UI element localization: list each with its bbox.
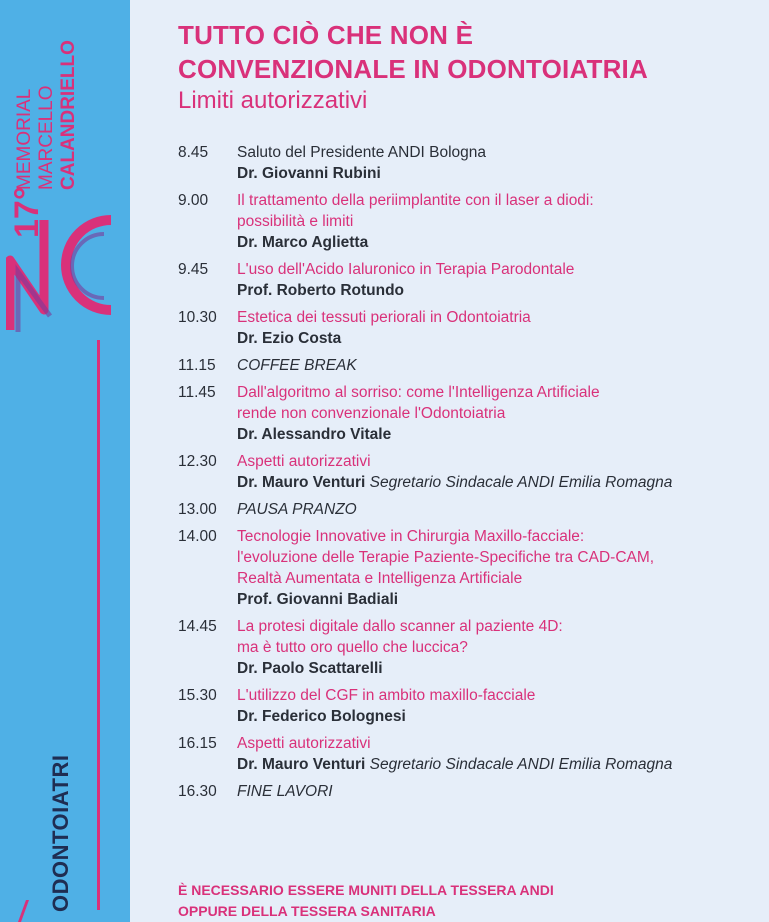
speaker-line <box>237 706 758 727</box>
schedule-body <box>237 781 758 802</box>
session-title-line: Il trattamento della periimplantite con il laser a diodi: <box>237 192 594 209</box>
speaker-name: Dr. Giovanni Rubini <box>237 165 381 182</box>
schedule-body <box>237 307 758 349</box>
session-title-line: PAUSA PRANZO <box>237 501 357 518</box>
schedule-time: 11.15 <box>178 357 216 374</box>
speaker-name: Prof. Giovanni Badiali <box>237 591 399 608</box>
speaker-line <box>237 754 758 775</box>
speaker-line <box>237 472 758 493</box>
schedule-item <box>178 451 758 493</box>
schedule-item <box>178 733 758 775</box>
speaker-name: Dr. Marco Aglietta <box>237 234 369 251</box>
speaker-line <box>237 280 758 301</box>
speaker-name: Dr. Ezio Costa <box>237 330 342 347</box>
schedule-item <box>178 616 758 679</box>
logo-marcello: MARCELLO <box>36 85 57 190</box>
schedule-item <box>178 685 758 727</box>
notice-line-1: È NECESSARIO ESSERE MUNITI DELLA TESSERA ANDI <box>178 882 554 898</box>
session-title-line: L'utilizzo del CGF in ambito maxillo-facciale <box>237 687 536 704</box>
speaker-line <box>237 328 758 349</box>
schedule-time: 13.00 <box>178 501 217 518</box>
session-title-line: Saluto del Presidente ANDI Bologna <box>237 144 487 161</box>
schedule-item <box>178 382 758 445</box>
schedule-item <box>178 190 758 253</box>
speaker-name: Dr. Federico Bolognesi <box>237 708 406 725</box>
session-title-line: Aspetti autorizzativi <box>237 453 371 470</box>
schedule-body <box>237 190 758 253</box>
speaker-name: Dr. Paolo Scattarelli <box>237 660 383 677</box>
schedule-item <box>178 259 758 301</box>
session-title-line: possibilità e limiti <box>237 213 354 230</box>
schedule-time: 16.15 <box>178 735 217 752</box>
speaker-line <box>237 424 758 445</box>
logo-number: 17° <box>8 186 46 238</box>
schedule-body <box>237 142 758 184</box>
session-title-line: L'uso dell'Acido Ialuronico in Terapia Parodontale <box>237 261 575 278</box>
schedule-time: 12.30 <box>178 453 217 470</box>
session-title-line: Tecnologie Innovative in Chirurgia Maxillo-facciale: <box>237 528 585 545</box>
session-title-line: ma è tutto oro quello che luccica? <box>237 639 468 656</box>
schedule-time: 9.45 <box>178 261 209 278</box>
session-title-line: Realtà Aumentata e Intelligenza Artificiale <box>237 570 523 587</box>
notice <box>178 880 738 922</box>
schedule-time: 10.30 <box>178 309 217 326</box>
sidebar <box>0 0 130 922</box>
speaker-line <box>237 589 758 610</box>
logo-calandriello: CALANDRIELLO <box>58 40 79 190</box>
session-title-line: Aspetti autorizzativi <box>237 735 371 752</box>
speaker-role: Segretario Sindacale ANDI Emilia Romagna <box>369 474 673 491</box>
title-line-1: TUTTO CIÒ CHE NON È <box>178 20 474 50</box>
speaker-line <box>237 232 758 253</box>
speaker-name: Dr. Alessandro Vitale <box>237 426 392 443</box>
schedule-item <box>178 307 758 349</box>
schedule-time: 14.45 <box>178 618 217 635</box>
notice-line-2: OPPURE DELLA TESSERA SANITARIA <box>178 903 436 919</box>
corner-accent <box>18 900 29 922</box>
schedule-item <box>178 142 758 184</box>
session-title-line: FINE LAVORI <box>237 783 333 800</box>
schedule-time: 11.45 <box>178 384 216 401</box>
schedule-time: 15.30 <box>178 687 217 704</box>
speaker-role: Segretario Sindacale ANDI Emilia Romagna <box>369 756 673 773</box>
schedule-item <box>178 781 758 802</box>
memorial-logo <box>6 10 126 340</box>
schedule-time: 8.45 <box>178 144 209 161</box>
vertical-divider <box>97 340 100 910</box>
schedule-body <box>237 382 758 445</box>
session-title-line: l'evoluzione delle Terapie Paziente-Specifiche tra CAD-CAM, <box>237 549 655 566</box>
logo-memorial: MEMORIAL <box>14 88 35 190</box>
schedule-body <box>237 526 758 610</box>
schedule-body <box>237 259 758 301</box>
schedule-body <box>237 733 758 775</box>
main-content <box>178 18 758 808</box>
schedule-body <box>237 499 758 520</box>
session-title-line: Dall'algoritmo al sorriso: come l'Intelligenza Artificiale <box>237 384 600 401</box>
page-title <box>178 18 758 86</box>
speaker-line <box>237 658 758 679</box>
schedule-time: 16.30 <box>178 783 217 800</box>
schedule-body <box>237 451 758 493</box>
schedule-body <box>237 355 758 376</box>
schedule-body <box>237 685 758 727</box>
schedule-time: 14.00 <box>178 528 217 545</box>
speaker-line <box>237 163 758 184</box>
speaker-name: Dr. Mauro Venturi <box>237 756 366 773</box>
schedule-item <box>178 526 758 610</box>
page-subtitle: Limiti autorizzativi <box>178 87 368 114</box>
schedule-time: 9.00 <box>178 192 209 209</box>
audience-label: ODONTOIATRI <box>48 754 73 912</box>
session-title-line: Estetica dei tessuti periorali in Odontoiatria <box>237 309 531 326</box>
schedule-list <box>178 142 758 802</box>
session-title-line: rende non convenzionale l'Odontoiatria <box>237 405 506 422</box>
schedule-body <box>237 616 758 679</box>
session-title-line: La protesi digitale dallo scanner al paziente 4D: <box>237 618 563 635</box>
speaker-name: Dr. Mauro Venturi <box>237 474 366 491</box>
session-title-line: COFFEE BREAK <box>237 357 357 374</box>
speaker-name: Prof. Roberto Rotundo <box>237 282 405 299</box>
schedule-item <box>178 499 758 520</box>
schedule-item <box>178 355 758 376</box>
title-line-2: CONVENZIONALE IN ODONTOIATRIA <box>178 54 648 84</box>
